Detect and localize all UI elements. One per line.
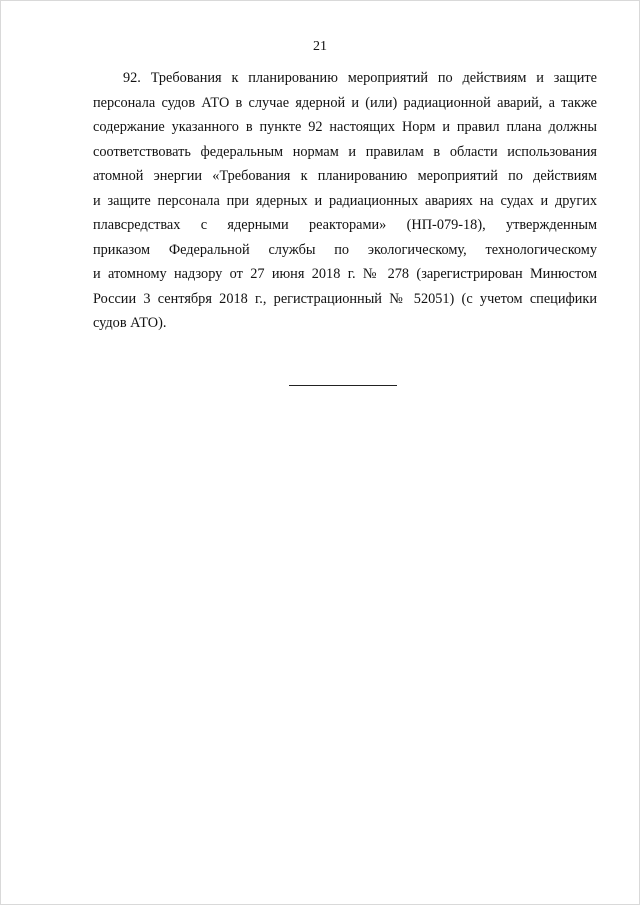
paragraph-line: персонала судов АТО в случае ядерной и (или) радиационной аварий, а также xyxy=(93,94,597,111)
paragraph-92 xyxy=(93,66,597,336)
paragraph-line: атомной энергии «Требования к планированию мероприятий по действиям xyxy=(93,168,597,184)
paragraph-line: и защите персонала при ядерных и радиационных авариях на судах и других xyxy=(93,192,597,209)
paragraph-line: приказом Федеральной службы по экологическому, технологическому xyxy=(93,241,597,258)
paragraph-line: 92. Требования к планированию мероприятий по действиям и защите xyxy=(123,70,597,86)
paragraph-line: плавсредствах с ядерными реакторами» (НП-079-18), утвержденным xyxy=(93,217,597,233)
end-separator-line xyxy=(289,385,397,386)
paragraph-line: судов АТО). xyxy=(93,315,167,331)
paragraph-line: и атомному надзору от 27 июня 2018 г. № 278 (зарегистрирован Минюстом xyxy=(93,266,597,282)
page-number: 21 xyxy=(313,39,327,54)
paragraph-line: России 3 сентября 2018 г., регистрационный № 52051) (с учетом специфики xyxy=(93,290,597,307)
paragraph-line: содержание указанного в пункте 92 настоящих Норм и правил плана должны xyxy=(93,119,597,135)
paragraph-line: соответствовать федеральным нормам и правилам в области использования xyxy=(93,143,597,160)
